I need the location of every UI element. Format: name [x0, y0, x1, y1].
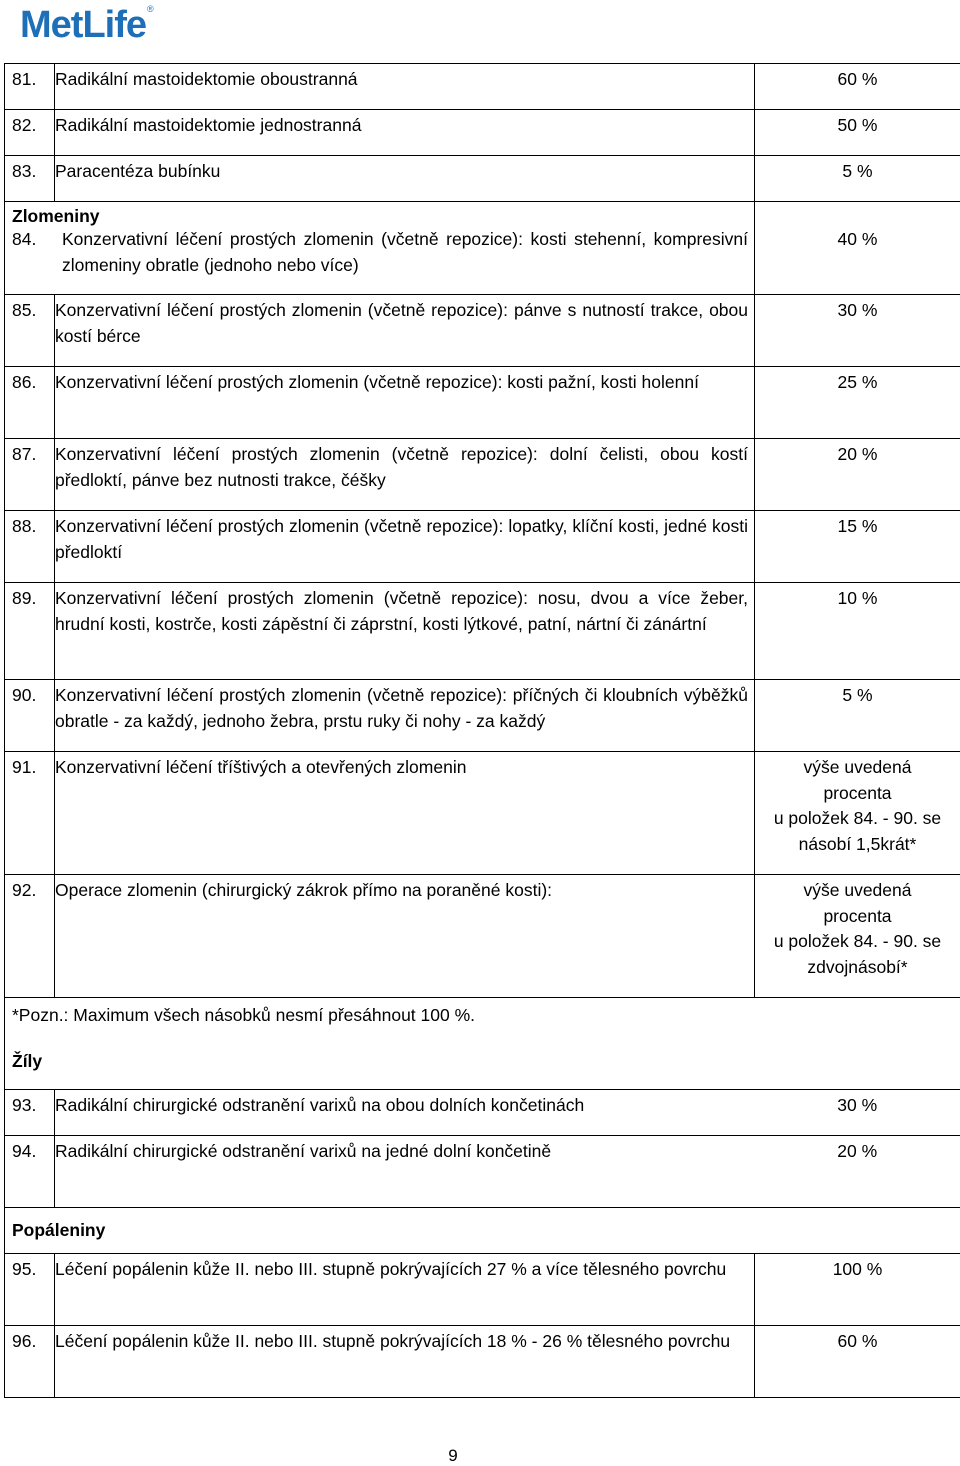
item-number: 83.: [5, 156, 55, 202]
item-percentage: [755, 875, 960, 998]
item-number: 85.: [5, 295, 55, 367]
item-percentage: 30 %: [755, 295, 960, 367]
footnote: *Pozn.: Maximum všech násobků nesmí přesáhnout 100 %.: [12, 1003, 960, 1027]
table-row: [5, 367, 960, 439]
item-description: Radikální chirurgické odstranění varixů na obou dolních končetinách: [55, 1090, 755, 1136]
metlife-logo: [20, 4, 154, 47]
item-number: 84.: [12, 227, 62, 294]
table-row: [5, 752, 960, 875]
table-row: [5, 439, 960, 511]
item-number: 81.: [5, 64, 55, 110]
item-number: 86.: [5, 367, 55, 439]
table-row: [5, 1136, 960, 1208]
item-percentage: 15 %: [755, 511, 960, 583]
item-number: 91.: [5, 752, 55, 875]
item-number: 89.: [5, 583, 55, 680]
item-percentage: 50 %: [755, 110, 960, 156]
item-number: 88.: [5, 511, 55, 583]
page-number: 9: [0, 1446, 906, 1466]
note-cell: [5, 998, 960, 1090]
pct-line: u položek 84. - 90. se: [755, 929, 960, 955]
item-number: 87.: [5, 439, 55, 511]
item-description: Konzervativní léčení prostých zlomenin (včetně repozice): kosti stehenní, kompresivní zlomeniny obratle (jednoho nebo více): [62, 227, 748, 294]
item-description: Konzervativní léčení prostých zlomenin (včetně repozice): nosu, dvou a více žeber, hrudní kosti, kostrče, kosti zápěstní či záprstní, kosti lýtkové, patní, nártní či zánártní: [55, 583, 755, 680]
section-heading-zlomeniny: Zlomeniny: [12, 205, 748, 227]
table-row: [5, 1090, 960, 1136]
table-row: [5, 64, 960, 110]
item-description: Léčení popálenin kůže II. nebo III. stupně pokrývajících 18 % - 26 % tělesného povrchu: [55, 1326, 755, 1398]
table-row: [5, 583, 960, 680]
logo-text: MetLife: [20, 4, 146, 46]
item-percentage: 5 %: [755, 156, 960, 202]
item-percentage: 20 %: [755, 439, 960, 511]
item-number: 93.: [5, 1090, 55, 1136]
item-description: Radikální mastoidektomie jednostranná: [55, 110, 755, 156]
item-number: 94.: [5, 1136, 55, 1208]
item-number: 95.: [5, 1254, 55, 1326]
item-percentage: 60 %: [755, 1326, 960, 1398]
item-description: Konzervativní léčení prostých zlomenin (včetně repozice): lopatky, klíční kosti, jedné kosti předloktí: [55, 511, 755, 583]
item-description: Konzervativní léčení prostých zlomenin (včetně repozice): příčných či kloubních výběžků obratle - za každý, jednoho žebra, prstu ruky či nohy - za každý: [55, 680, 755, 752]
item-description: Radikální mastoidektomie oboustranná: [55, 64, 755, 110]
pct-line: výše uvedená: [755, 755, 960, 781]
table-row: [5, 1326, 960, 1398]
table-row: [5, 511, 960, 583]
coverage-table: [4, 63, 960, 1398]
item-percentage: 100 %: [755, 1254, 960, 1326]
table-row: [5, 110, 960, 156]
item-number: 92.: [5, 875, 55, 998]
table-row: [5, 875, 960, 998]
item-description: Radikální chirurgické odstranění varixů na jedné dolní končetině: [55, 1136, 755, 1208]
section-heading-zily: Žíly: [12, 1049, 960, 1073]
item-percentage: 40 %: [755, 202, 960, 295]
table-row: [5, 295, 960, 367]
pct-line: násobí 1,5krát*: [755, 832, 960, 858]
item-percentage: 30 %: [755, 1090, 960, 1136]
item-percentage: 20 %: [755, 1136, 960, 1208]
item-description: Konzervativní léčení tříštivých a otevřených zlomenin: [55, 752, 755, 875]
table-row: [5, 1208, 960, 1254]
pct-line: procenta: [755, 904, 960, 930]
item-percentage: 25 %: [755, 367, 960, 439]
item-description: Konzervativní léčení prostých zlomenin (včetně repozice): kosti pažní, kosti holenní: [55, 367, 755, 439]
item-number: 82.: [5, 110, 55, 156]
item-percentage: [755, 752, 960, 875]
item-description: Konzervativní léčení prostých zlomenin (včetně repozice): pánve s nutností trakce, obou kostí bérce: [55, 295, 755, 367]
item-percentage: 60 %: [755, 64, 960, 110]
section-cell: [5, 202, 755, 295]
table-row: [5, 156, 960, 202]
logo-trademark: ®: [147, 4, 154, 14]
pct-line: u položek 84. - 90. se: [755, 806, 960, 832]
item-percentage: 10 %: [755, 583, 960, 680]
table-row: [5, 202, 960, 295]
pct-line: výše uvedená: [755, 878, 960, 904]
item-number: 90.: [5, 680, 55, 752]
pct-line: zdvojnásobí*: [755, 955, 960, 981]
item-percentage: 5 %: [755, 680, 960, 752]
item-description: Konzervativní léčení prostých zlomenin (včetně repozice): dolní čelisti, obou kostí předloktí, pánve bez nutnosti trakce, čéšky: [55, 439, 755, 511]
item-number: 96.: [5, 1326, 55, 1398]
table-row: [5, 998, 960, 1090]
table-row: [5, 680, 960, 752]
item-description: Operace zlomenin (chirurgický zákrok přímo na poraněné kosti):: [55, 875, 755, 998]
item-description: Léčení popálenin kůže II. nebo III. stupně pokrývajících 27 % a více tělesného povrchu: [55, 1254, 755, 1326]
section-heading-popaleniny: Popáleniny: [5, 1208, 960, 1254]
item-description: Paracentéza bubínku: [55, 156, 755, 202]
table-row: [5, 1254, 960, 1326]
pct-line: procenta: [755, 781, 960, 807]
